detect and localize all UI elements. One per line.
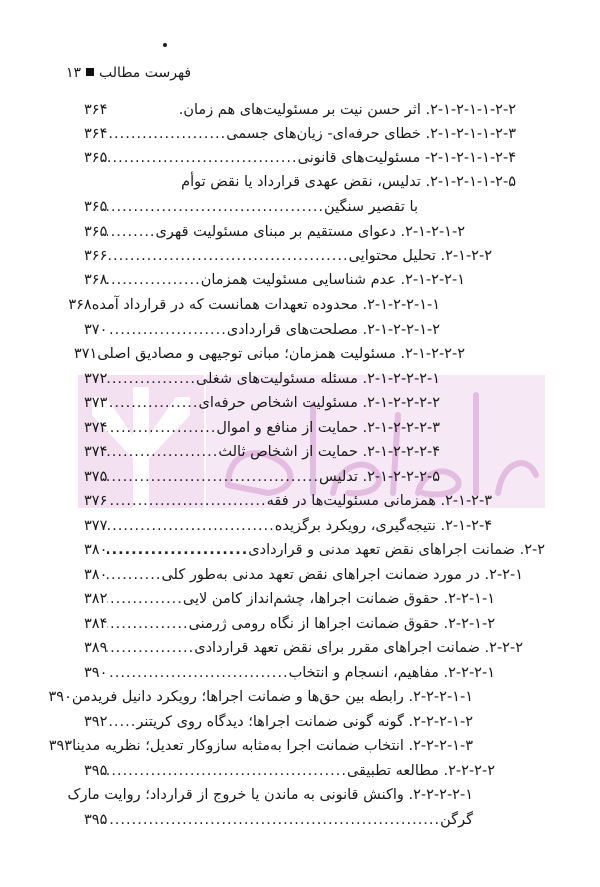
toc-page-number: ۳۸۴ bbox=[84, 616, 108, 632]
toc-page-number: ۳۶۶ bbox=[84, 248, 108, 264]
toc-entry-title bbox=[248, 540, 545, 560]
toc-page-number: ۳۹۵ bbox=[84, 812, 108, 828]
toc-page-number: ۳۸۲ bbox=[84, 591, 108, 607]
toc-section-text: مفاهیم، انسجام و انتخاب bbox=[288, 665, 444, 681]
dot-leader bbox=[107, 222, 155, 242]
dot-leader bbox=[107, 516, 274, 536]
toc-section-text: محدوده تعهدات همانست که در قرارداد آمده bbox=[91, 297, 363, 313]
toc-entry[interactable] bbox=[48, 736, 473, 756]
toc-page-number: ۳۹۰ bbox=[48, 689, 72, 705]
toc-entry[interactable] bbox=[84, 589, 495, 609]
dot-leader bbox=[107, 638, 194, 658]
toc-section-text: اثر حسن نیت بر مسئولیت‌های هم زمان. bbox=[178, 102, 426, 118]
toc-section-number: ۲-۱-۲-۳. bbox=[440, 493, 492, 509]
toc-entry[interactable] bbox=[67, 785, 473, 805]
toc-section-number: ۲-۱-۲-۱-۱-۲-۲. bbox=[425, 102, 516, 118]
toc-section-text: مسئله مسئولیت‌های شغلی bbox=[195, 371, 363, 387]
toc-entry-title bbox=[324, 197, 418, 217]
dot-leader bbox=[107, 761, 347, 781]
toc-section-text: گونه گونی ضمانت اجراها؛ دیدگاه روی کریتنر bbox=[136, 714, 409, 730]
toc-entry-title bbox=[161, 565, 523, 585]
toc-entry[interactable] bbox=[84, 516, 492, 536]
toc-page-number: ۳۶۴ bbox=[84, 102, 108, 118]
toc-entry-title bbox=[227, 320, 440, 340]
toc-entry-title bbox=[72, 736, 473, 756]
toc-page-number: ۳۶۸ bbox=[68, 297, 92, 313]
toc-section-number: ۲-۲-۱-۲. bbox=[443, 616, 495, 632]
toc-section-number: ۲-۲-۲-۲-۱. bbox=[408, 787, 473, 803]
toc-page-number: ۳۹۰ bbox=[84, 665, 108, 681]
toc-section-text: مصلحت‌های قراردادی bbox=[226, 322, 363, 338]
toc-entry-title bbox=[226, 124, 516, 144]
toc-section-text: مسئولیت همزمان؛ مبانی توجیهی و مصادیق اصلی bbox=[97, 346, 401, 362]
toc-page-number: ۳۶۵ bbox=[84, 224, 108, 240]
header-title: فهرست مطالب bbox=[99, 65, 192, 81]
toc-entry-title bbox=[201, 270, 465, 290]
toc-entry[interactable] bbox=[84, 246, 492, 266]
toc-section-number: ۲-۱-۲-۲-۲. bbox=[400, 346, 465, 362]
toc-page-number: ۳۶۵ bbox=[84, 150, 108, 166]
dot-leader bbox=[107, 614, 188, 634]
toc-entry[interactable] bbox=[84, 270, 465, 290]
toc-page-number: ۳۷۳ bbox=[84, 395, 108, 411]
toc-entry-title bbox=[72, 687, 473, 707]
toc-section-number: ۲-۲-۲-۱-۱. bbox=[408, 689, 473, 705]
toc-section-text: گرگن bbox=[440, 812, 473, 828]
toc-entry-title bbox=[156, 222, 465, 242]
toc-entry[interactable] bbox=[84, 172, 516, 192]
toc-page-number: ۳۶۸ bbox=[84, 272, 108, 288]
toc-entry-title bbox=[298, 148, 516, 168]
toc-entry-title bbox=[92, 295, 440, 315]
toc-section-number: ۲-۱-۲-۲-۲-۴. bbox=[362, 444, 440, 460]
dot-leader bbox=[107, 442, 218, 462]
toc-entry-title bbox=[199, 393, 440, 413]
toc-section-text: دعوای مستقیم بر مبنای مسئولیت قهری bbox=[155, 224, 401, 240]
toc-section-text: تدلیس bbox=[318, 469, 363, 485]
toc-entry[interactable] bbox=[84, 663, 495, 683]
toc-page-number: ۳۷۴ bbox=[84, 444, 108, 460]
toc-entry-title bbox=[349, 246, 492, 266]
toc-entry-title bbox=[319, 467, 440, 487]
toc-section-number: ۲-۱-۲-۲. bbox=[440, 248, 492, 264]
toc-section-text: در مورد ضمانت اجراهای نقض تعهد مدنی به‌طور کلی bbox=[161, 567, 485, 583]
toc-section-text: رابطه بین حق‌ها و ضمانت اجراها؛ رویکرد دانیل فریدمن bbox=[71, 689, 409, 705]
toc-entry[interactable] bbox=[73, 344, 465, 364]
toc-page-number: ۳۸۹ bbox=[84, 640, 108, 656]
toc-entry[interactable] bbox=[84, 810, 473, 830]
toc-entry[interactable] bbox=[84, 614, 495, 634]
toc-page-number: ۳۷۰ bbox=[84, 322, 108, 338]
toc-section-number: ۲-۲-۲-۱. bbox=[443, 665, 495, 681]
dot-leader bbox=[107, 320, 226, 340]
toc-section-number: ۲-۲-۲-۲. bbox=[443, 763, 495, 779]
toc-entry[interactable] bbox=[84, 565, 523, 585]
toc-entry[interactable] bbox=[84, 467, 440, 487]
toc-entry-title bbox=[218, 442, 440, 462]
dot-leader bbox=[107, 491, 266, 511]
dot-leader bbox=[107, 197, 324, 217]
dot-leader bbox=[107, 810, 440, 830]
toc-section-number: ۲-۱-۲-۲-۲-۱. bbox=[362, 371, 440, 387]
toc-section-text: مطالعه تطبیقی bbox=[346, 763, 444, 779]
toc-section-text: حمایت از اشخاص ثالث bbox=[218, 444, 363, 460]
dot-leader bbox=[107, 369, 196, 389]
toc-entry[interactable] bbox=[84, 222, 465, 242]
toc-entry[interactable] bbox=[84, 100, 516, 120]
header-page-number: ۱۳ bbox=[66, 65, 82, 81]
dot-leader bbox=[107, 393, 198, 413]
toc-page-number: ۳۷۴ bbox=[84, 420, 108, 436]
toc-entry-title bbox=[267, 491, 492, 511]
toc-entry-title bbox=[194, 638, 523, 658]
dot-leader bbox=[107, 148, 297, 168]
toc-section-text: با تقصیر سنگین bbox=[324, 199, 418, 215]
dot-leader bbox=[107, 270, 200, 290]
toc-page-number: ۳۹۵ bbox=[84, 763, 108, 779]
toc-entry-title bbox=[189, 614, 495, 634]
toc-section-text: حمایت از منافع و اموال bbox=[216, 420, 363, 436]
toc-section-text: حقوق ضمانت اجراها از نگاه رومی ژرمنی bbox=[188, 616, 444, 632]
toc-entry-title bbox=[196, 369, 440, 389]
dot-leader bbox=[107, 540, 248, 560]
toc-entry[interactable] bbox=[84, 393, 440, 413]
toc-entry[interactable] bbox=[84, 148, 516, 168]
toc-entry[interactable] bbox=[84, 712, 473, 732]
toc-section-number: ۲-۱-۲-۲-۱-۱. bbox=[362, 297, 440, 313]
toc-entry[interactable] bbox=[84, 418, 440, 438]
toc-section-number: ۲-۱-۲-۲-۲-۳. bbox=[362, 420, 440, 436]
dot-leader bbox=[107, 124, 226, 144]
toc-section-text: ضمانت اجراهای نقض تعهد مدنی و قراردادی bbox=[248, 542, 520, 558]
toc-entry-title bbox=[68, 785, 473, 805]
toc-entry[interactable] bbox=[68, 295, 440, 315]
toc-page-number: ۳۹۳ bbox=[48, 738, 73, 754]
dot-leader bbox=[107, 663, 288, 683]
toc-entry-title bbox=[275, 516, 492, 536]
toc-section-number: ۲-۱-۲-۱-۱-۲-۵. bbox=[425, 174, 516, 190]
toc-section-number: ۲-۱-۲-۲-۱. bbox=[400, 272, 465, 288]
toc-section-text: مسئولیت اشخاص حرفه‌ای bbox=[198, 395, 363, 411]
toc-page-number: ۳۶۵ bbox=[84, 199, 108, 215]
toc-entry[interactable] bbox=[84, 197, 418, 217]
toc-section-text: ضمانت اجراهای مقرر برای نقض تعهد قراردادی bbox=[194, 640, 485, 656]
toc-section-text: نتیجه‌گیری، رویکرد برگزیده bbox=[274, 518, 441, 534]
toc-entry[interactable] bbox=[84, 369, 440, 389]
toc-page-number: ۳۷۷ bbox=[84, 518, 108, 534]
toc-entry-title bbox=[216, 418, 440, 438]
toc-page-number: ۳۸۰ bbox=[84, 542, 108, 558]
toc-section-number: ۲-۱-۲-۱-۱-۲-۴- bbox=[424, 150, 516, 166]
toc-section-text: انتخاب ضمانت اجرا به‌مثابه سازوکار تعدیل؛ نظریه مدینا bbox=[72, 738, 409, 754]
toc-section-number: ۲-۲. bbox=[519, 542, 545, 558]
toc-entry[interactable] bbox=[84, 442, 440, 462]
toc-section-number: ۲-۲-۲-۱-۲. bbox=[408, 714, 473, 730]
dot-leader bbox=[107, 467, 319, 487]
toc-section-number: ۲-۱-۲-۲-۲-۵. bbox=[362, 469, 440, 485]
toc-section-number: ۲-۱-۲-۴. bbox=[440, 518, 492, 534]
toc-entry-title bbox=[289, 663, 495, 683]
toc-entry[interactable] bbox=[84, 491, 492, 511]
toc-section-text: خطای حرفه‌ای- زیان‌های جسمی bbox=[226, 126, 426, 142]
toc-section-text: عدم شناسایی مسئولیت همزمان bbox=[200, 272, 401, 288]
toc-page-number: ۳۹۲ bbox=[84, 714, 108, 730]
toc-section-text: تحلیل محتوایی bbox=[348, 248, 441, 264]
toc-page-number: ۳۷۵ bbox=[84, 469, 108, 485]
toc-entry-title bbox=[136, 712, 473, 732]
toc-page-number: ۳۷۶ bbox=[84, 493, 108, 509]
toc-entry[interactable] bbox=[84, 540, 545, 560]
toc-entry-title bbox=[181, 172, 516, 192]
toc-entry-title bbox=[97, 344, 465, 364]
toc-section-text: حقوق ضمانت اجراها، چشم‌انداز کامن لایی bbox=[182, 591, 444, 607]
toc-entry-title bbox=[183, 589, 495, 609]
toc-section-text: واکنش قانونی به ماندن یا خروج از قرارداد؛ روایت مارک bbox=[67, 787, 409, 803]
dot-leader bbox=[107, 418, 216, 438]
toc-section-number: ۲-۲-۲. bbox=[484, 640, 523, 656]
toc-page-number: ۳۸۰ bbox=[84, 567, 108, 583]
toc-section-number: ۲-۱-۲-۱-۱-۲-۳. bbox=[425, 126, 516, 142]
toc-entry[interactable] bbox=[84, 638, 523, 658]
dot-leader bbox=[107, 589, 183, 609]
toc-entry-title bbox=[347, 761, 495, 781]
toc-page-number: ۳۶۴ bbox=[84, 126, 108, 142]
toc-entry[interactable] bbox=[84, 761, 495, 781]
toc-entry-title bbox=[440, 810, 473, 830]
toc-section-number: ۲-۱-۲-۲-۱-۲. bbox=[362, 322, 440, 338]
toc-page-number: ۳۷۱ bbox=[73, 346, 98, 362]
toc-section-number: ۲-۱-۲-۱-۲. bbox=[400, 224, 465, 240]
toc-section-number: ۲-۲-۱. bbox=[484, 567, 523, 583]
toc-page-number: ۳۷۲ bbox=[84, 371, 108, 387]
toc-section-number: ۲-۲-۱-۱. bbox=[443, 591, 495, 607]
toc-entry[interactable] bbox=[84, 320, 440, 340]
toc-section-text: تدلیس، نقض عهدی قرارداد یا نقض توأم bbox=[181, 174, 426, 190]
toc-section-number: ۲-۲-۲-۱-۳. bbox=[408, 738, 473, 754]
toc-entry[interactable] bbox=[84, 124, 516, 144]
toc-section-number: ۲-۱-۲-۲-۲-۲. bbox=[362, 395, 440, 411]
dot-leader bbox=[107, 565, 161, 585]
toc-section-text: مسئولیت‌های قانونی bbox=[297, 150, 425, 166]
dot-leader bbox=[107, 246, 348, 266]
dot-leader bbox=[107, 712, 136, 732]
toc-entry-title bbox=[179, 100, 516, 120]
toc-section-text: همزمانی مسئولیت‌ها در فقه bbox=[266, 493, 441, 509]
toc-entry[interactable] bbox=[48, 687, 473, 707]
